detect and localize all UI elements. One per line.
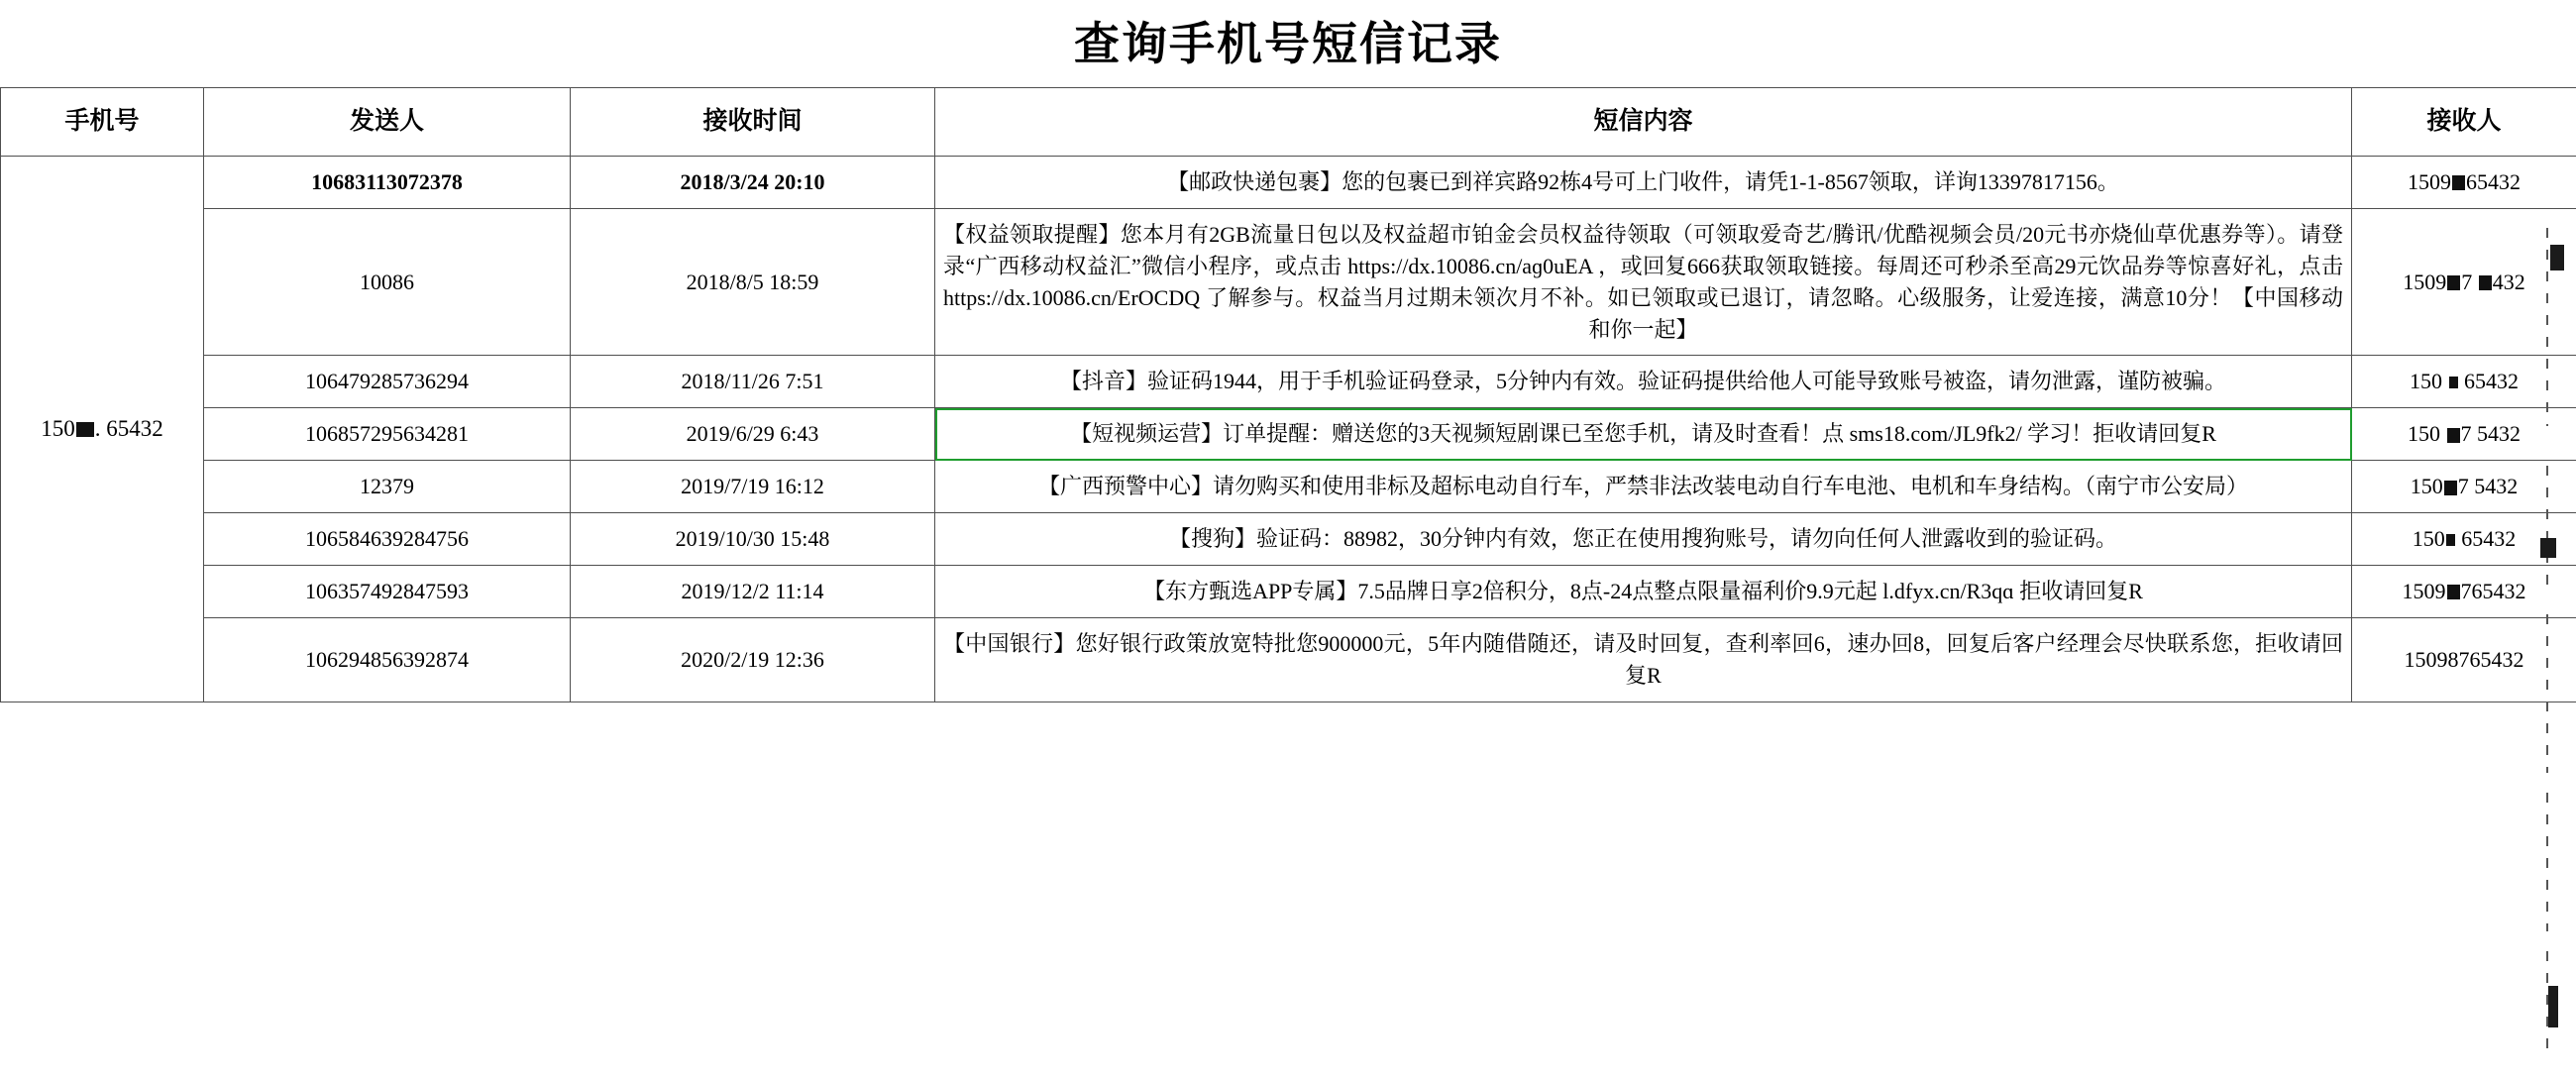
time-cell: 2018/11/26 7:51 xyxy=(571,356,935,408)
receiver-cell: 150 7 5432 xyxy=(2352,408,2576,461)
column-header-phone: 手机号 xyxy=(1,88,204,157)
sender-cell: 106584639284756 xyxy=(204,513,571,566)
table-row xyxy=(1,461,2576,513)
column-header-receiver: 接收人 xyxy=(2352,88,2576,157)
sender-cell: 106357492847593 xyxy=(204,566,571,618)
redaction-mark xyxy=(2449,377,2458,388)
receiver-cell: 150 7 5432 xyxy=(2352,461,2576,513)
redaction-mark xyxy=(2446,534,2455,546)
redaction-mark xyxy=(2447,585,2460,599)
sender-cell: 10086 xyxy=(204,208,571,356)
table-row xyxy=(1,157,2576,209)
time-cell: 2018/3/24 20:10 xyxy=(571,157,935,209)
redaction-mark xyxy=(2447,428,2460,443)
phone-number-text-end: . 65432 xyxy=(94,416,163,442)
content-cell: 【中国银行】您好银行政策放宽特批您900000元，5年内随借随还，请及时回复，查利率回6，速办回8，回复后客户经理会尽快联系您，拒收请回复R xyxy=(935,617,2352,702)
receiver-cell: 1509 7 432 xyxy=(2352,208,2576,356)
receiver-cell: 1509 765432 xyxy=(2352,566,2576,618)
scan-artifact-dashes xyxy=(2546,793,2548,931)
sender-cell: 12379 xyxy=(204,461,571,513)
receiver-cell: 150 65432 xyxy=(2352,513,2576,566)
sender-cell: 106294856392874 xyxy=(204,617,571,702)
column-header-time: 接收时间 xyxy=(571,88,935,157)
table-row xyxy=(1,356,2576,408)
scan-artifact-blob xyxy=(2548,986,2558,1027)
content-cell: 【广西预警中心】请勿购买和使用非标及超标电动自行车，严禁非法改装电动自行车电池、电机和车身结构。（南宁市公安局） xyxy=(935,461,2352,513)
table-row xyxy=(1,617,2576,702)
sender-cell: 106479285736294 xyxy=(204,356,571,408)
receiver-cell: 150 65432 xyxy=(2352,356,2576,408)
phone-number-text: 150 xyxy=(41,416,75,442)
scan-artifact-dashes xyxy=(2546,614,2548,773)
scan-artifact-blob xyxy=(2550,245,2564,270)
time-cell: 2019/12/2 11:14 xyxy=(571,566,935,618)
time-cell: 2019/6/29 6:43 xyxy=(571,408,935,461)
redaction-mark xyxy=(2479,275,2492,290)
redaction-mark xyxy=(2444,481,2457,495)
table-row xyxy=(1,566,2576,618)
column-header-content: 短信内容 xyxy=(935,88,2352,157)
content-cell: 【搜狗】验证码：88982，30分钟内有效，您正在使用搜狗账号，请勿向任何人泄露收到的验证码。 xyxy=(935,513,2352,566)
time-cell: 2019/7/19 16:12 xyxy=(571,461,935,513)
scan-artifact-blob xyxy=(2540,538,2556,558)
column-header-sender: 发送人 xyxy=(204,88,571,157)
table-header-row xyxy=(1,88,2576,157)
redaction-mark xyxy=(76,422,94,437)
content-cell: 【邮政快递包裹】您的包裹已到祥宾路92栋4号可上门收件，请凭1-1-8567领取，详询13397817156。 xyxy=(935,157,2352,209)
sms-record-table xyxy=(0,87,2576,702)
content-cell: 【权益领取提醒】您本月有2GB流量日包以及权益超市铂金会员权益待领取（可领取爱奇艺/腾讯/优酷视频会员/20元书亦烧仙草优惠券等）。请登录“广西移动权益汇”微信小程序，或点击 https://dx.10086.cn/aɡ0uEA ，或回复666获取领取链接。每周还可秒杀至高29元饮品券等惊喜好礼，点击 https://dx.10086.cn/ErOCDQ 了解参与。权益当月过期未领次月不补。如已领取或已退订，请忽略。心级服务，让爱连接，满意10分！【中国移动 和你一起】 xyxy=(935,208,2352,356)
sender-cell: 10683113072378 xyxy=(204,157,571,209)
receiver-cell: 1509 65432 xyxy=(2352,157,2576,209)
page-title: 查询手机号短信记录 xyxy=(1074,19,1502,69)
phone-number-cell xyxy=(1,157,204,702)
time-cell: 2019/10/30 15:48 xyxy=(571,513,935,566)
table-row xyxy=(1,513,2576,566)
receiver-cell: 15098765432 xyxy=(2352,617,2576,702)
content-cell: 【东方甄选APP专属】7.5品牌日享2倍积分，8点-24点整点限量福利价9.9元起 l.dfyx.cn/R3qɑ 拒收请回复R xyxy=(935,566,2352,618)
time-cell: 2018/8/5 18:59 xyxy=(571,208,935,356)
content-cell-highlighted: 【短视频运营】订单提醒：赠送您的3天视频短剧课已至您手机，请及时查看！点 sms18.com/JL9fk2/ 学习！拒收请回复R xyxy=(935,408,2352,461)
content-cell: 【抖音】验证码1944，用于手机验证码登录，5分钟内有效。验证码提供给他人可能导致账号被盗，请勿泄露，谨防被骗。 xyxy=(935,356,2352,408)
redaction-mark xyxy=(2447,275,2460,290)
scan-artifact-dashes xyxy=(2546,228,2548,426)
time-cell: 2020/2/19 12:36 xyxy=(571,617,935,702)
sender-cell: 106857295634281 xyxy=(204,408,571,461)
table-row xyxy=(1,408,2576,461)
scan-artifact-dashes xyxy=(2546,466,2548,594)
table-row xyxy=(1,208,2576,356)
redaction-mark xyxy=(2452,175,2465,190)
